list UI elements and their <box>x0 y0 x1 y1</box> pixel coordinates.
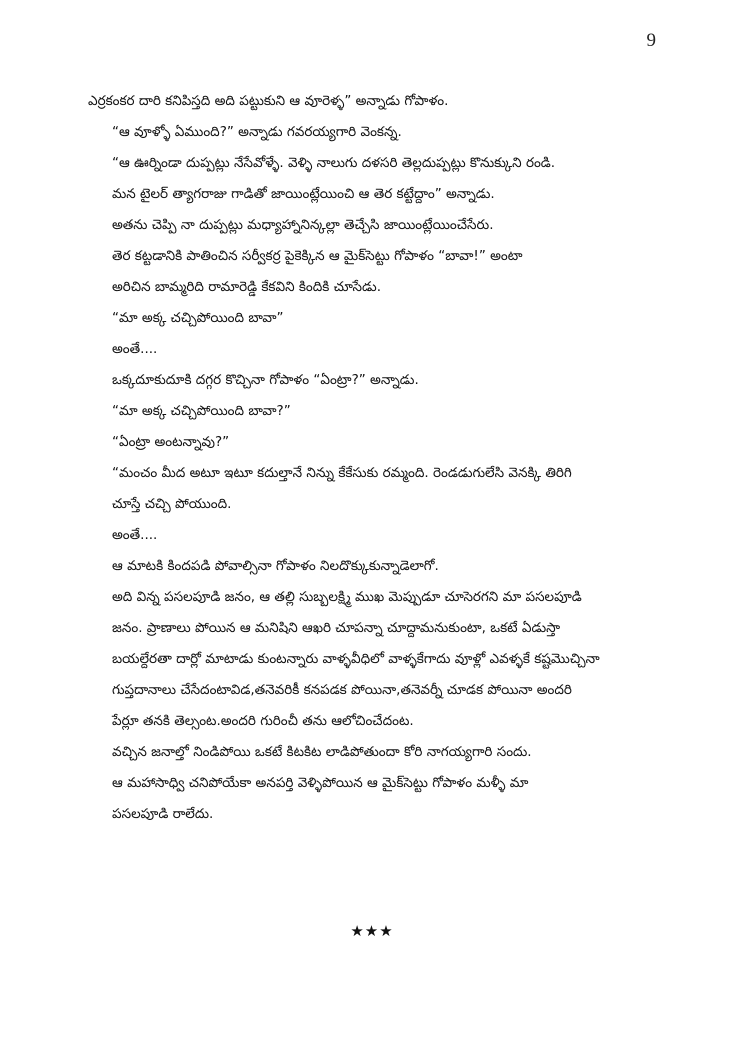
paragraph <box>88 551 660 582</box>
section-separator: ★★★ <box>350 922 394 940</box>
paragraph <box>88 427 660 458</box>
text-line: అరిచిన బామ్మరిది రామారెడ్డి కేకవిని కిందికి చూసేడు. <box>112 279 381 295</box>
paragraph <box>88 303 660 334</box>
paragraph <box>88 365 660 396</box>
paragraph <box>88 768 660 830</box>
text-line: “మా అక్క చచ్చిపోయింది బావా” <box>112 310 284 326</box>
text-line: అతను చెప్పి నా దుప్పట్లు మధ్యాహ్నానిన్కల్లా తెచ్చేసి జాయింట్లేయించేసేరు. <box>112 217 494 233</box>
paragraph <box>88 396 660 427</box>
text-line: “ఆ వూళ్ళో ఏముంది?” అన్నాడు గవరయ్యగారి వెంకన్న. <box>112 124 402 140</box>
text-line: అంతే.... <box>112 527 158 543</box>
text-line: బయల్దేరతా దార్లో మాటాడు కుంటన్నారు వాళ్ళవీధిలో వాళ్ళకేగాదు వూళ్లో ఎవళ్ళకే కష్టమొచ్చినా <box>112 651 600 667</box>
text-line: గుప్తదానాలు చేసేదంటావిడ,తనెవరికీ కనపడక పోయినా,తనెవర్నీ చూడక పోయినా అందరి <box>112 682 572 698</box>
paragraph <box>88 737 660 768</box>
text-line: “ఆ ఊర్నిండా దుప్పట్లు నేసేవోళ్ళే. వెళ్ళి నాలుగు దళసరి తెల్లదుప్పట్లు కొనుక్కుని రండి. <box>112 155 556 171</box>
text-line: పేర్లూ తనకి తెల్సంట.అందరి గురించీ తను ఆలోచించేదంట. <box>112 713 414 729</box>
text-line: “మా అక్క చచ్చిపోయింది బావా?” <box>112 403 291 419</box>
body-text <box>88 86 660 830</box>
text-line: ఎర్రకంకర దారి కనిపిస్తది అది పట్టుకుని ఆ వూరెళ్ళ” అన్నాడు గోపాళం. <box>88 93 449 109</box>
text-line: ఆ మాటకి కిందపడి పోవాల్సినా గోపాళం నిలదొక్కుకున్నాడెలాగో. <box>112 558 439 574</box>
text-line: అది విన్న పసలపూడి జనం, ఆ తల్లి సుబ్బలక్ష్మి ముఖ మెప్పుడూ చూసెరగని మా పసలపూడి <box>112 589 582 605</box>
paragraph <box>88 86 660 117</box>
text-line: పసలపూడి రాలేదు. <box>112 806 214 822</box>
paragraph <box>88 582 660 737</box>
paragraph <box>88 148 660 210</box>
text-line: జనం. ప్రాణాలు పోయిన ఆ మనిషిని ఆఖరి చూపన్నా చూద్దామనుకుంటా, ఒకటే ఏడుస్తా <box>112 620 561 636</box>
text-line: మన టైలర్ త్యాగరాజు గాడితో జాయింట్లేయించి ఆ తెర కట్టేద్దాం” అన్నాడు. <box>112 186 495 202</box>
text-line: “మంచం మీద అటూ ఇటూ కదుల్తానే నిన్ను కేకేసుకు రమ్మంది. రెండడుగులేసి వెనక్కి తిరిగి <box>112 465 572 481</box>
text-line: తెర కట్టడానికి పాతించిన సర్వీకర్ర పైకెక్కిన ఆ మైక్‌సెట్టు గోపాళం “బావా!” అంటా <box>112 248 523 264</box>
text-line: చూస్తే చచ్చి పోయుంది. <box>112 496 232 512</box>
paragraph <box>88 117 660 148</box>
text-line: ఆ మహాసాధ్వి చనిపోయేకా అనపర్తి వెళ్ళిపోయిన ఆ మైక్‌సెట్టు గోపాళం మళ్ళీ మా <box>112 775 529 791</box>
text-line: “ఏంట్రా అంటన్నావు?” <box>112 434 230 450</box>
page-number: 9 <box>646 30 656 51</box>
paragraph <box>88 241 660 303</box>
paragraph <box>88 334 660 365</box>
text-line: ఒక్కదూకుదూకి దగ్గర కొచ్చినా గోపాళం “ఏంట్రా?” అన్నాడు. <box>112 372 419 388</box>
text-line: వచ్చిన జనాల్తో నిండిపోయి ఒకటే కిటకిట లాడిపోతుందా కోరి నాగయ్యగారి సందు. <box>112 744 532 760</box>
paragraph <box>88 458 660 520</box>
paragraph <box>88 210 660 241</box>
paragraph <box>88 520 660 551</box>
text-line: అంతే.... <box>112 341 158 357</box>
